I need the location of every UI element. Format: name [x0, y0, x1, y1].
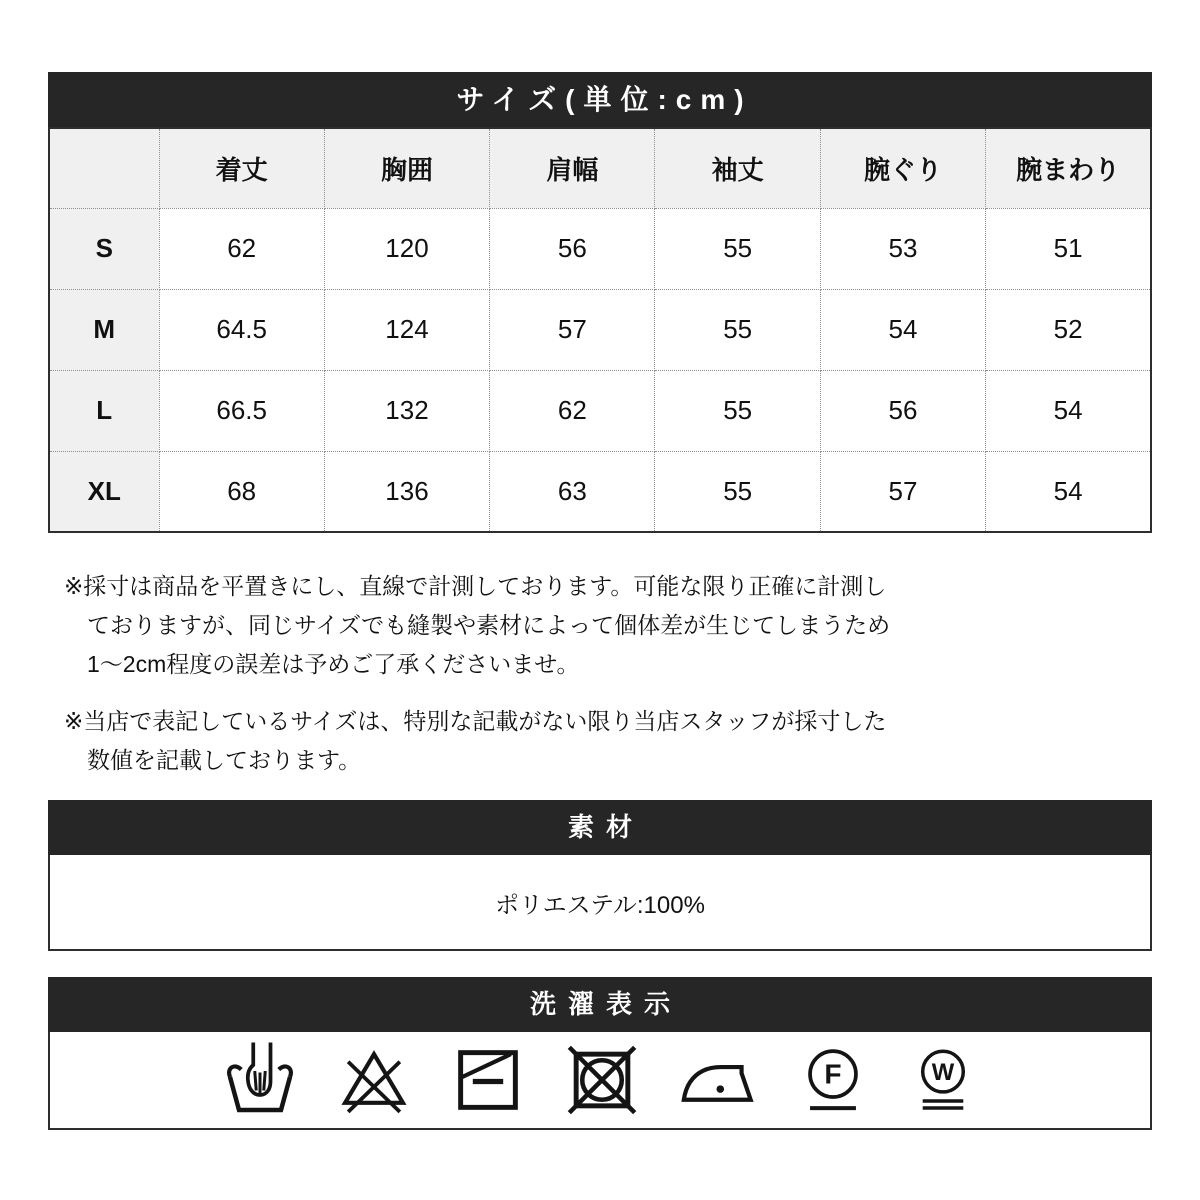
column-header-body-length: 着丈: [159, 128, 324, 208]
table-cell: 54: [820, 289, 985, 370]
table-cell: 57: [490, 289, 655, 370]
size-label: S: [49, 208, 159, 289]
size-table: [48, 127, 1152, 533]
do-not-tumble-dry-icon: [564, 1042, 640, 1118]
do-not-bleach-icon: [336, 1042, 412, 1118]
size-table-header-row: [49, 128, 1151, 208]
note-staff-measured: [64, 702, 1152, 780]
column-header-armhole: 腕ぐり: [820, 128, 985, 208]
material-section: [48, 800, 1152, 951]
table-cell: 57: [820, 451, 985, 532]
table-cell: 64.5: [159, 289, 324, 370]
note-line: ※当店で表記しているサイズは、特別な記載がない限り当店スタッフが採寸した: [64, 708, 887, 734]
size-table-section: [48, 72, 1152, 533]
size-table-corner-cell: [49, 128, 159, 208]
table-cell: 124: [324, 289, 489, 370]
wash-care-section: [48, 977, 1152, 1130]
table-cell: 54: [986, 451, 1151, 532]
hand-wash-icon: [222, 1038, 298, 1122]
table-row-l: [49, 370, 1151, 451]
table-cell: 55: [655, 370, 820, 451]
wet-clean-very-gentle-icon: [908, 1042, 978, 1118]
note-line: 1〜2cm程度の誤差は予めご了承くださいませ。: [87, 651, 580, 677]
material-panel: [48, 855, 1152, 951]
size-label: M: [49, 289, 159, 370]
measurement-notes: [64, 567, 1152, 780]
note-measurement-tolerance: [64, 567, 1152, 684]
dry-clean-petroleum-gentle-icon: [796, 1042, 870, 1118]
size-table-title: サイズ(単位:cm): [48, 72, 1152, 127]
table-cell: 53: [820, 208, 985, 289]
column-header-sleeve: 袖丈: [655, 128, 820, 208]
table-cell: 55: [655, 208, 820, 289]
table-cell: 63: [490, 451, 655, 532]
column-header-chest: 胸囲: [324, 128, 489, 208]
iron-low-heat-icon: [678, 1042, 758, 1118]
table-cell: 56: [820, 370, 985, 451]
table-cell: 136: [324, 451, 489, 532]
table-row-m: [49, 289, 1151, 370]
note-line: 数値を記載しております。: [87, 747, 362, 773]
wet-clean-letter: W: [931, 1059, 955, 1086]
material-value: ポリエステル:100%: [495, 891, 705, 919]
size-label: L: [49, 370, 159, 451]
wash-care-title: 洗濯表示: [48, 977, 1152, 1032]
table-cell: 56: [490, 208, 655, 289]
table-cell: 55: [655, 451, 820, 532]
column-header-shoulder: 肩幅: [490, 128, 655, 208]
dry-clean-letter: F: [824, 1058, 842, 1090]
table-cell: 52: [986, 289, 1151, 370]
table-cell: 62: [159, 208, 324, 289]
note-line: ※採寸は商品を平置きにし、直線で計測しております。可能な限り正確に計測し: [64, 573, 887, 599]
column-header-arm-width: 腕まわり: [986, 128, 1151, 208]
table-cell: 51: [986, 208, 1151, 289]
table-cell: 54: [986, 370, 1151, 451]
material-title: 素材: [48, 800, 1152, 855]
table-cell: 55: [655, 289, 820, 370]
table-cell: 68: [159, 451, 324, 532]
note-line: ておりますが、同じサイズでも縫製や素材によって個体差が生じてしまうため: [87, 612, 891, 638]
table-cell: 120: [324, 208, 489, 289]
size-label: XL: [49, 451, 159, 532]
flat-dry-in-shade-icon: [450, 1042, 526, 1118]
table-row-xl: [49, 451, 1151, 532]
table-cell: 132: [324, 370, 489, 451]
wash-care-panel: [48, 1032, 1152, 1130]
table-cell: 66.5: [159, 370, 324, 451]
table-cell: 62: [490, 370, 655, 451]
table-row-s: [49, 208, 1151, 289]
